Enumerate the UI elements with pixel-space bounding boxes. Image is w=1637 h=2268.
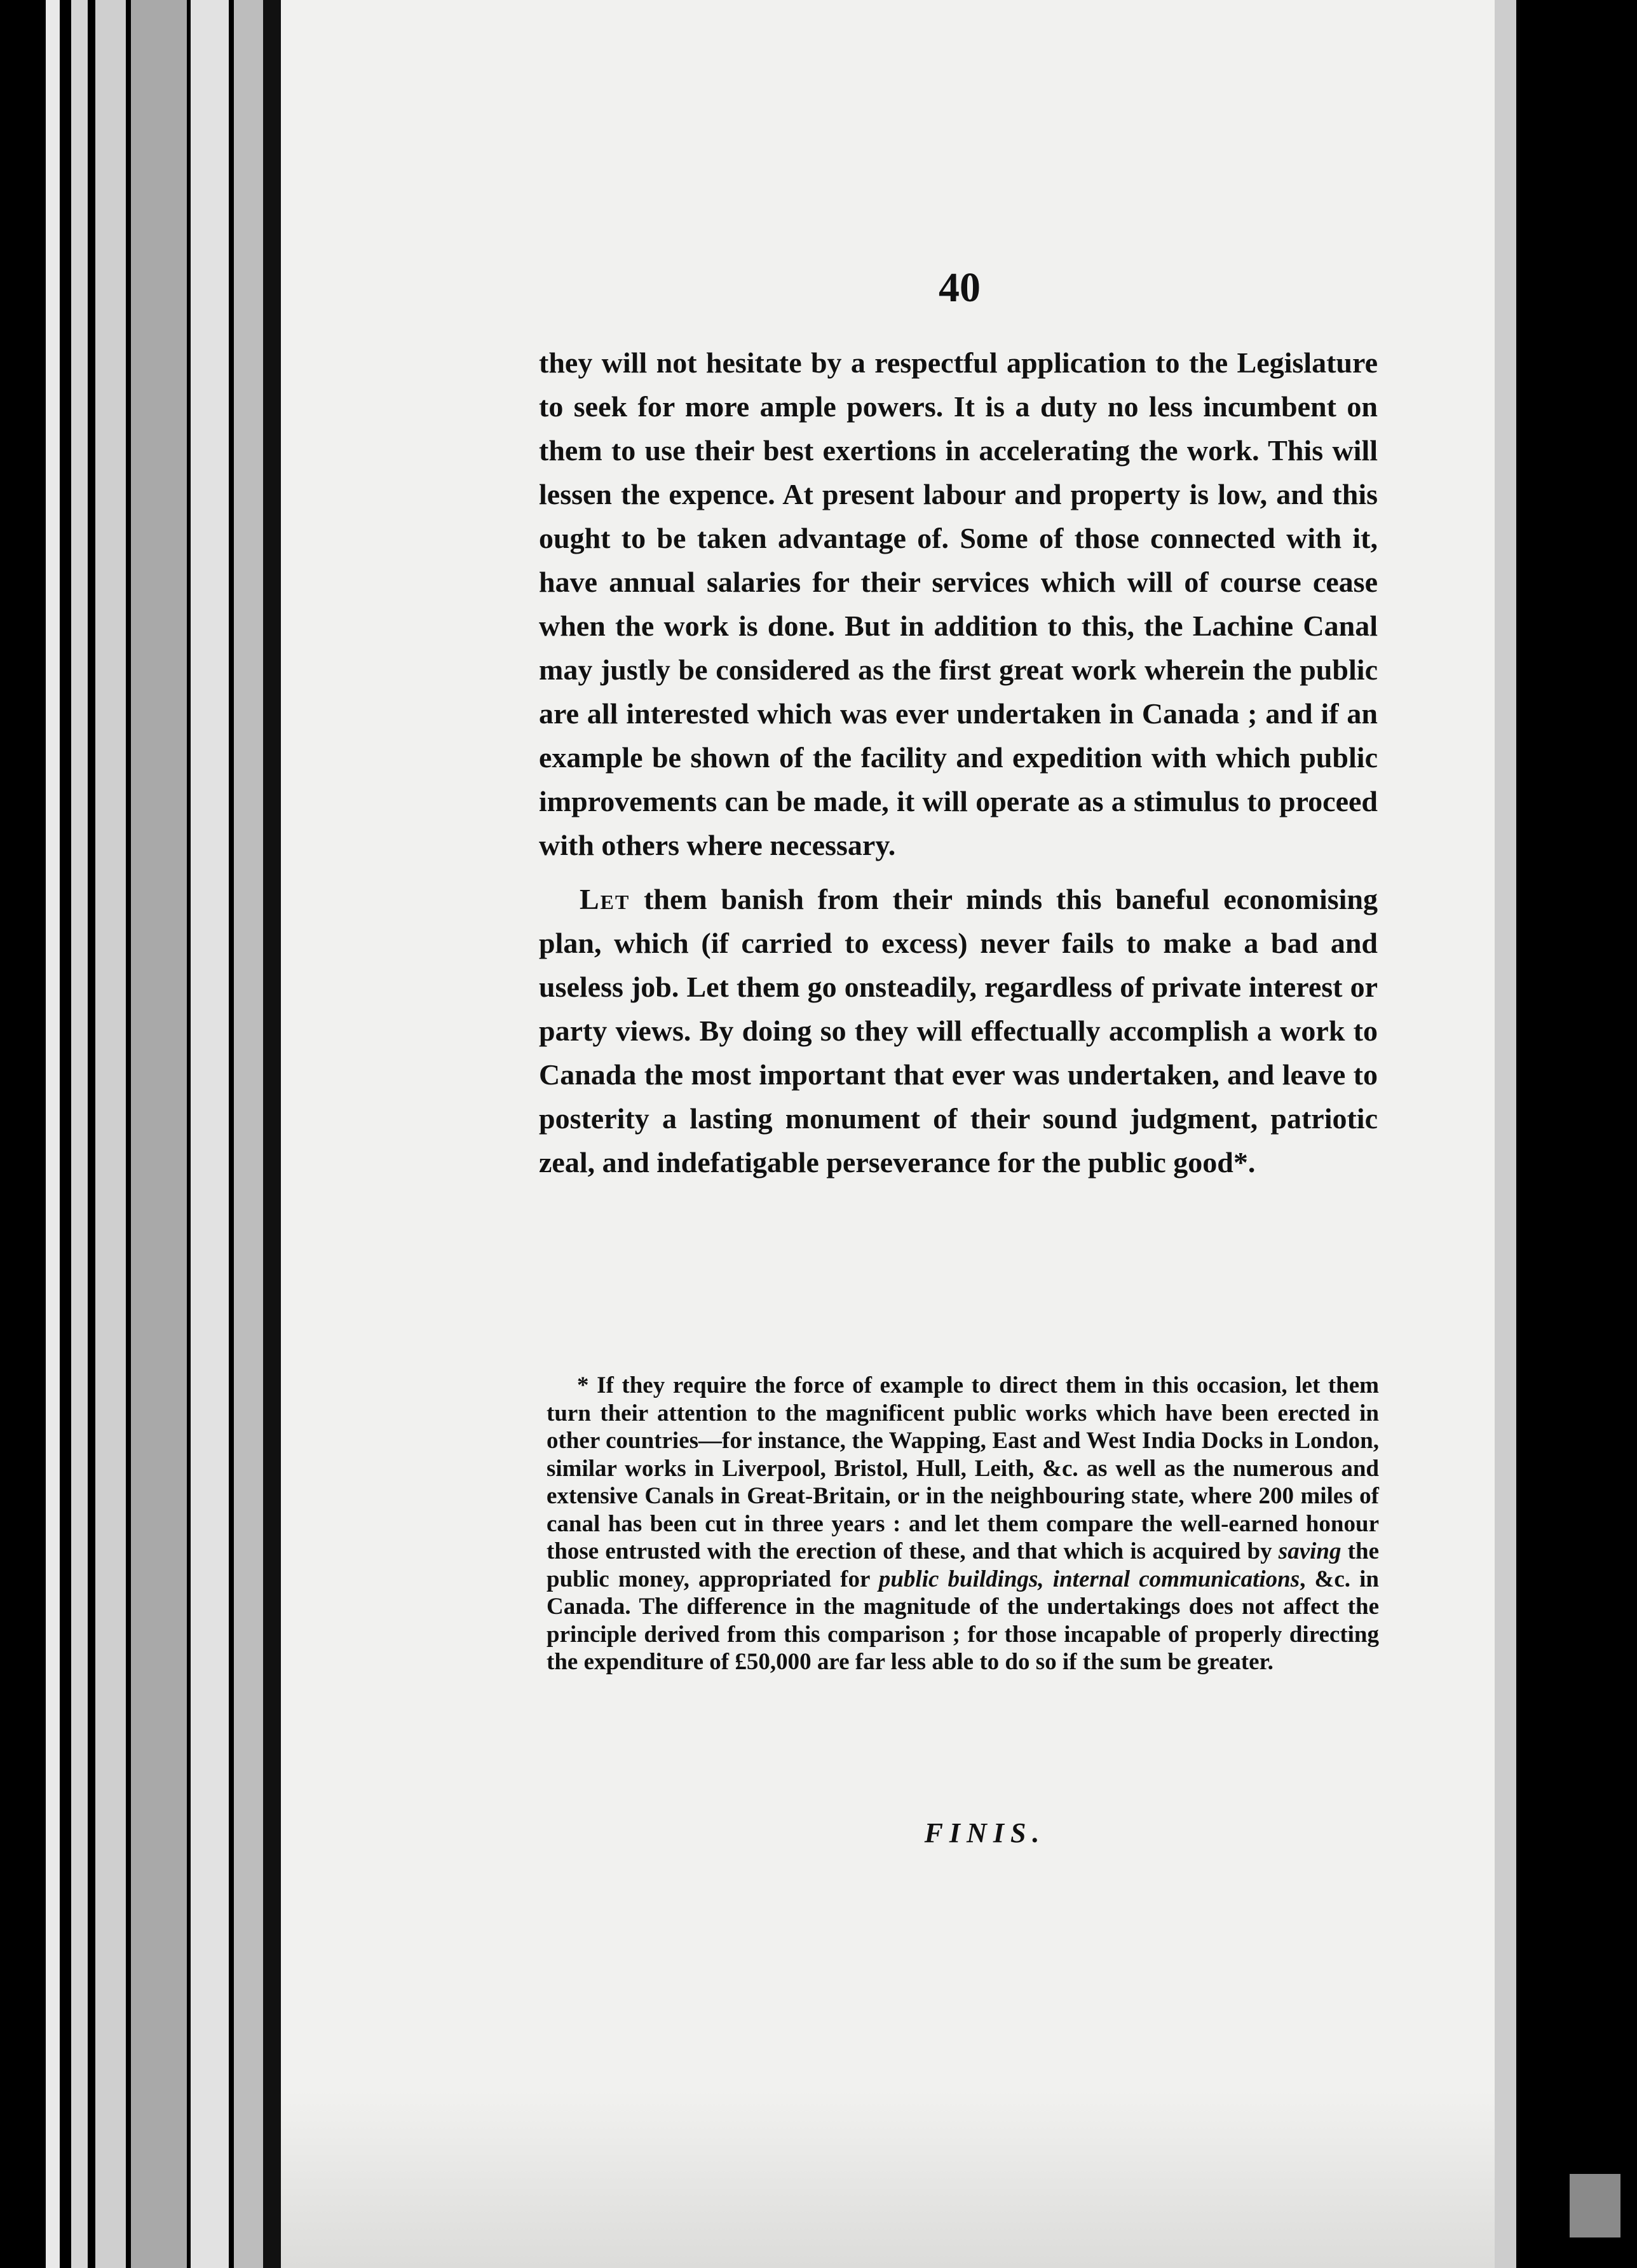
right-page-edge — [1495, 0, 1516, 2268]
binding-edge-strip — [234, 0, 263, 2268]
binding-edge-strip — [71, 0, 88, 2268]
paragraph-2-text: them banish from their minds this baneful economising plan, which (if carried to excess) never fails to make a bad and useless job. Let them go onsteadily, regardless of private interest or party views. By doing so they will effectually accomplish a work to Canada the most important that ever was undertaken, and leave to posterity a lasting monument of their sound judgment, patriotic zeal, and indefatigable perseverance for the public good*. — [539, 883, 1378, 1178]
body-paragraph-2 — [539, 877, 1378, 1184]
paragraph-lead-word: Let — [580, 883, 630, 915]
footnote-italic-1: saving — [1278, 1538, 1342, 1564]
corner-scrap — [1570, 2174, 1620, 2237]
footnote-italic-2: public buildings, internal communications — [878, 1566, 1300, 1592]
footnote-text-1: * If they require the force of example to direct them in this occasion, let them turn their attention to the magnificent public works which have been erected in other countries—for instance, the Wapping, East and West India Docks in London, similar works in Liverpool, Bristol, Hull, Leith, &c. as well as the numerous and extensive Canals in Great-Britain, or in the neighbouring state, where 200 miles of canal has been cut in three years : and let them compare the well-earned honour those entrusted with the erection of these, and that which is acquired by — [547, 1372, 1379, 1564]
binding-edge-strip — [95, 0, 126, 2268]
page-number: 40 — [939, 264, 981, 311]
body-paragraph-1: they will not hesitate by a respectful application to the Legislature to seek for more ample powers. It is a duty no less incumbent on them to use their best exertions in accelerating the work. This will lessen the expence. At present labour and property is low, and this ought to be taken advantage of. Some of those connected with it, have annual salaries for their services which will of course cease when the work is done. But in addition to this, the Lachine Canal may justly be considered as the first great work wherein the public are all interested which was ever undertaken in Canada ; and if an example be shown of the facility and expedition with which public improvements can be made, it will operate as a stimulus to proceed with others where necessary. — [539, 346, 1378, 861]
footnote-text-3: , &c. in Canada. The difference in the magnitude of the undertakings does not affect the principle derived from this comparison ; for those incapable of properly directing the expenditure of £50,000 are far less able to do so if the sum be greater. — [547, 1566, 1379, 1675]
body-text — [539, 341, 1378, 1184]
finis-mark: FINIS. — [924, 1817, 1046, 1848]
binding-edge-strip — [131, 0, 187, 2268]
footnote-paragraph — [547, 1372, 1379, 1676]
binding-edge-strip — [191, 0, 229, 2268]
footnote-text-2: the public money, appropriated for — [547, 1538, 1380, 1592]
binding-edge-strip — [46, 0, 60, 2268]
page-gutter — [263, 0, 281, 2268]
paper-page-lower-shade — [281, 2091, 1495, 2268]
footnote — [547, 1372, 1379, 1676]
